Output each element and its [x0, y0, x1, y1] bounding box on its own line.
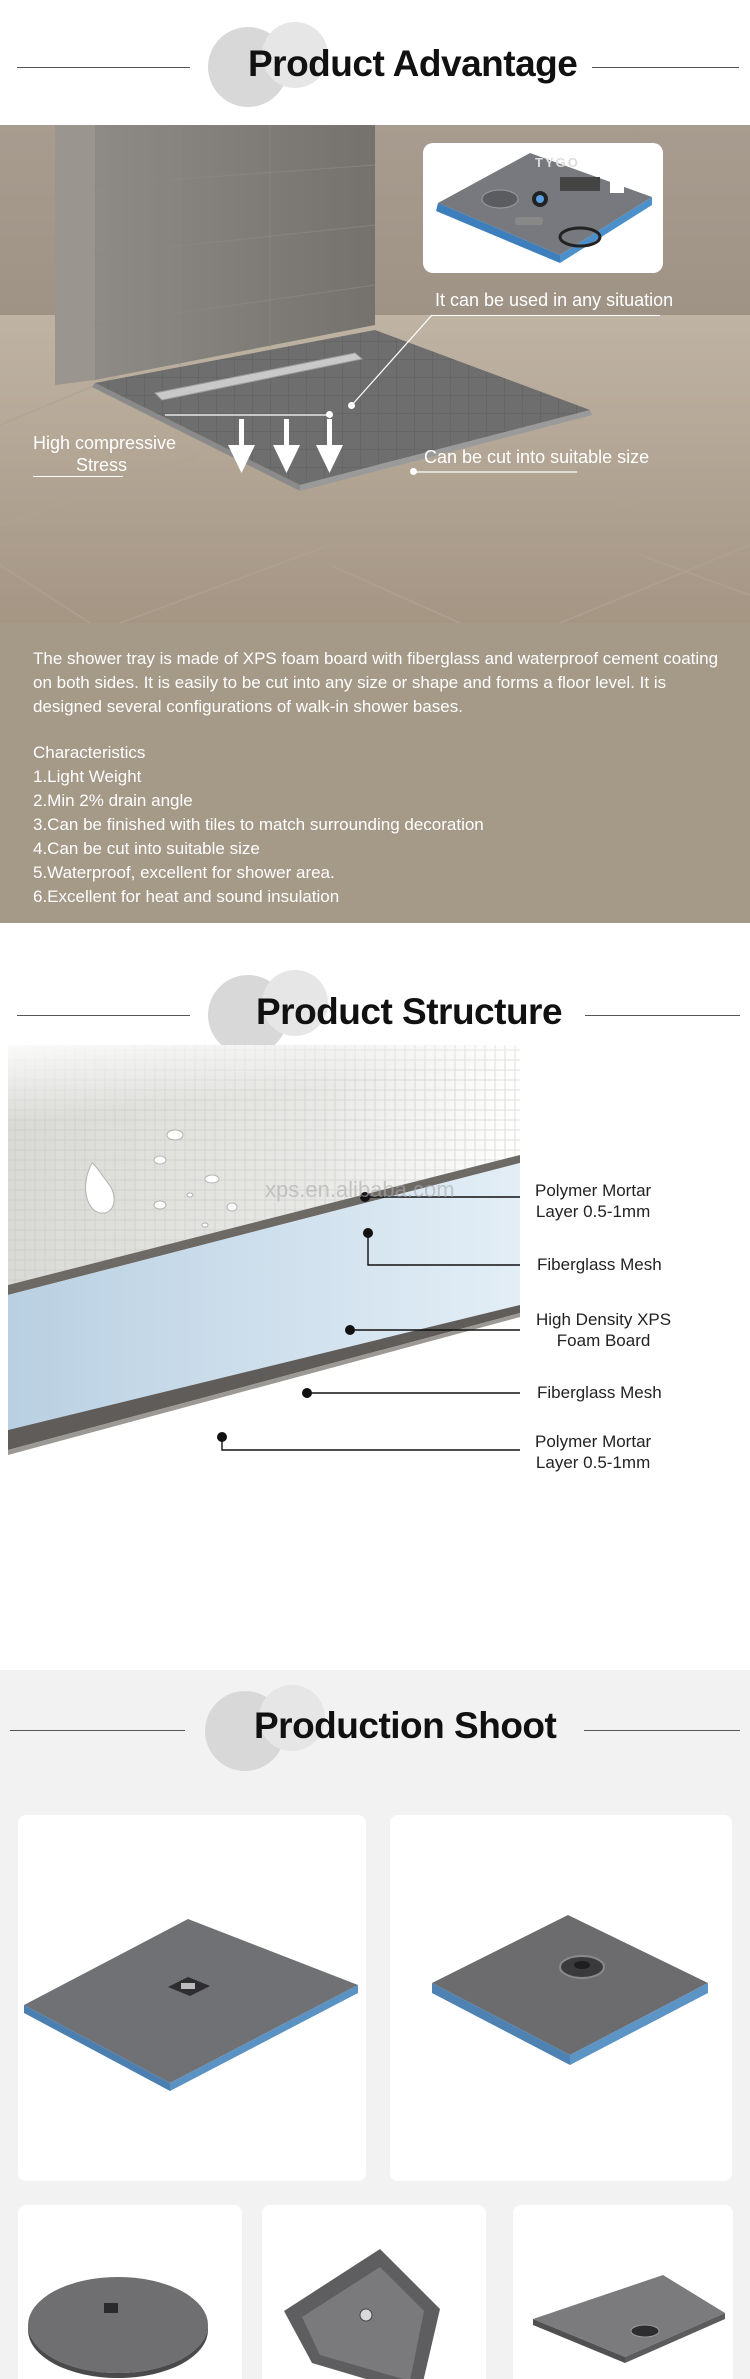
characteristic-item: 4.Can be cut into suitable size	[33, 839, 260, 858]
layer-label-xps	[536, 1309, 671, 1351]
watermark: xps.en.alibaba.com	[265, 1177, 455, 1202]
callout-dot	[348, 402, 355, 409]
box-brand-text: TYGO	[535, 155, 580, 170]
layer-label-mesh-top	[537, 1254, 662, 1275]
product-photo-corner-tray	[262, 2205, 486, 2379]
heading-line-right	[584, 1730, 740, 1731]
product-photo-round-drain-tray	[390, 1815, 732, 2181]
layer-label-text: Polymer Mortar	[535, 1181, 652, 1200]
layer-label-text: Layer 0.5-1mm	[535, 1453, 651, 1472]
hero-shower-image	[0, 125, 750, 623]
layer-label-text: Fiberglass Mesh	[537, 1255, 662, 1274]
layer-label-polymer-bottom	[535, 1431, 651, 1473]
layer-label-polymer-top	[535, 1180, 651, 1222]
layer-label-text: Foam Board	[556, 1331, 651, 1350]
callout-underline	[33, 476, 123, 477]
round-tray-image	[18, 2205, 242, 2379]
callout-any-situation: It can be used in any situation	[435, 290, 674, 310]
production-shoot-section	[0, 1670, 750, 2379]
structure-diagram	[0, 1045, 750, 1515]
layer-label-text: High Density XPS	[536, 1310, 672, 1329]
round-drain-tray-image	[390, 1815, 732, 2181]
callout-stress-line2: Stress	[76, 455, 128, 475]
section-title-structure: Product Structure	[256, 991, 563, 1032]
section-heading-shoot	[0, 1675, 750, 1775]
square-tray-image	[18, 1815, 366, 2181]
description-panel	[0, 623, 750, 923]
heading-line-left	[17, 67, 190, 68]
side-drain-tray-image	[513, 2205, 733, 2379]
heading-line-left	[10, 1730, 185, 1731]
layer-label-text: Fiberglass Mesh	[537, 1383, 662, 1402]
characteristic-item: 6.Excellent for heat and sound insulation	[33, 887, 340, 906]
product-photo-round-tray	[18, 2205, 242, 2379]
callout-stress-line1: High compressive	[33, 433, 177, 453]
callout-dot	[326, 411, 333, 418]
characteristic-item: 1.Light Weight	[33, 767, 142, 786]
heading-line-right	[592, 67, 739, 68]
callout-leader-lines	[0, 125, 750, 623]
callout-cut-size: Can be cut into suitable size	[424, 447, 650, 467]
characteristic-item: 3.Can be finished with tiles to match surrounding decoration	[33, 815, 484, 834]
product-photo-side-drain-tray	[513, 2205, 733, 2379]
layer-label-mesh-bottom	[537, 1382, 662, 1403]
section-title-shoot: Production Shoot	[254, 1705, 557, 1746]
heading-line-left	[17, 1015, 190, 1016]
callout-dot	[410, 468, 417, 475]
layer-label-text: Polymer Mortar	[535, 1432, 652, 1451]
corner-tray-image	[262, 2205, 486, 2379]
layer-label-text: Layer 0.5-1mm	[535, 1202, 651, 1221]
heading-line-right	[585, 1015, 740, 1016]
characteristic-item: 2.Min 2% drain angle	[33, 791, 193, 810]
description-intro: The shower tray is made of XPS foam board with fiberglass and waterproof cement coating on both sides. It is easily to be cut into any size or shape and forms a floor level. It is designed several configurations of walk-in shower bases.	[33, 649, 719, 716]
section-heading-advantage	[0, 17, 750, 117]
characteristic-item: 5.Waterproof, excellent for shower area.	[33, 863, 335, 882]
product-photo-square-tray	[18, 1815, 366, 2181]
section-title-advantage: Product Advantage	[248, 43, 578, 84]
characteristics-title: Characteristics	[33, 743, 146, 762]
